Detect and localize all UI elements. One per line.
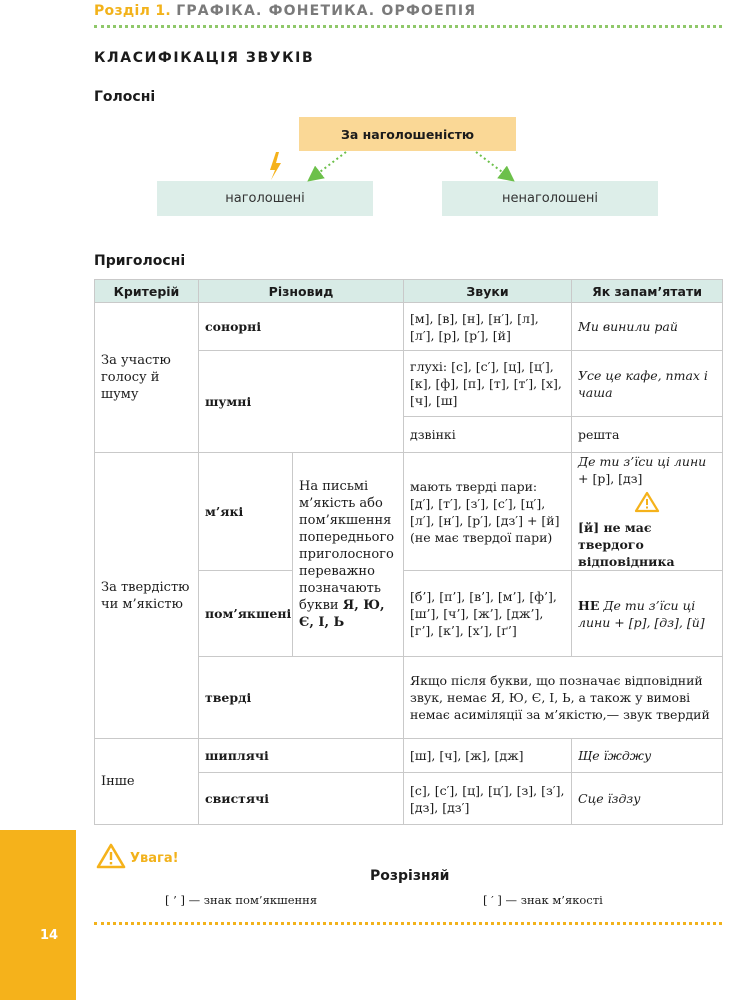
- vowel-root-box: За наголошеністю: [299, 117, 516, 151]
- criterion-hardness: За твердістю чи м’якістю: [95, 453, 199, 739]
- sounds-soft: мають тверді пари: [д′], [т′], [з′], [с′], [ц′], [л′], [н′], [р′], [дз′] + [й] (не має твердої пари): [404, 453, 572, 571]
- page-number: 14: [40, 928, 59, 943]
- sounds-voiced: дзвінкі: [404, 417, 572, 453]
- mnemonic-sonorous: Ми винили рай: [572, 303, 723, 351]
- note-softness-sign: [ ′ ] — знак м’якості: [483, 893, 603, 907]
- consonants-table: [94, 279, 723, 825]
- vowel-stressed-box: наголошені: [157, 181, 373, 216]
- vowels-heading: Голосні: [94, 89, 156, 105]
- footer-divider: [94, 922, 722, 925]
- mnemonic-voiceless: Усе це кафе, птах і чаша: [572, 351, 723, 417]
- table-row: [95, 453, 723, 571]
- consonants-heading: Приголосні: [94, 253, 186, 269]
- kind-noisy: шумні: [199, 351, 404, 453]
- mnemonic-soft: Де ти з’їси ці лини + [р], [дз] [й] не має твердого відповідника: [572, 453, 723, 571]
- kind-soft: м’які: [199, 453, 293, 571]
- kind-hissing: шиплячі: [199, 739, 404, 773]
- table-row: [95, 303, 723, 351]
- mnemonic-whistling: Сце їздзу: [572, 773, 723, 825]
- kind-softened: пом’якшені: [199, 571, 293, 657]
- col-mnemonic: Як запам’ятати: [572, 280, 723, 303]
- mnemonic-hissing: Ще їжджу: [572, 739, 723, 773]
- arrow-right: [476, 152, 510, 178]
- criterion-voice: За участю голосу й шуму: [95, 303, 199, 453]
- sounds-softened: [б’], [п’], [в’], [м’], [ф’], [ш’], [ч’], [ж’], [дж’], [г’], [к’], [х’], [ґ’]: [404, 571, 572, 657]
- writing-note: На письмі м’якість або пом’якшення попереднього приголосного переважно позначають букви Я, Ю, Є, І, Ь: [293, 453, 404, 657]
- vowel-arrows: [0, 0, 735, 260]
- attention-label: Увага!: [130, 851, 179, 866]
- warning-icon: [578, 491, 716, 517]
- kind-sonorous: сонорні: [199, 303, 404, 351]
- sounds-whistling: [с], [с′], [ц], [ц′], [з], [з′], [дз], [дз′]: [404, 773, 572, 825]
- distinguish-heading: Розрізняй: [370, 868, 450, 884]
- page-title: КЛАСИФІКАЦІЯ ЗВУКІВ: [94, 50, 315, 66]
- warning-icon: [96, 843, 126, 870]
- col-sounds: Звуки: [404, 280, 572, 303]
- vowel-unstressed-box: ненаголошені: [442, 181, 658, 216]
- col-criterion: Критерій: [95, 280, 199, 303]
- kind-whistling: свистячі: [199, 773, 404, 825]
- writing-letters: Я, Ю, Є, І, Ь: [299, 598, 385, 630]
- mnemonic-voiced: решта: [572, 417, 723, 453]
- table-header-row: [95, 280, 723, 303]
- sounds-sonorous: [м], [в], [н], [н′], [л], [л′], [р], [р′], [й]: [404, 303, 572, 351]
- note-softening-sign: [ ’ ] — знак пом’якшення: [165, 893, 318, 907]
- sounds-hard: Якщо після букви, що позначає відповідний звук, немає Я, Ю, Є, І, Ь, а також у вимові немає асиміляції за м’якістю,— звук твердий: [404, 657, 723, 739]
- sounds-voiceless: глухі: [с], [с′], [ц], [ц′], [к], [ф], [п], [т], [т′], [х], [ч], [ш]: [404, 351, 572, 417]
- criterion-other: Інше: [95, 739, 199, 825]
- page-tab: [0, 830, 76, 1000]
- section-topic: ГРАФІКА. ФОНЕТИКА. ОРФОЕПІЯ: [176, 3, 477, 19]
- arrow-left: [312, 152, 346, 178]
- table-row: [95, 739, 723, 773]
- stress-mark-icon: [270, 152, 281, 180]
- kind-hard: тверді: [199, 657, 404, 739]
- mnemonic-softened: НЕ Де ти з’їси ці лини + [р], [дз], [й]: [572, 571, 723, 657]
- col-kind: Різновид: [199, 280, 404, 303]
- sounds-hissing: [ш], [ч], [ж], [дж]: [404, 739, 572, 773]
- section-number: Розділ 1.: [94, 3, 172, 19]
